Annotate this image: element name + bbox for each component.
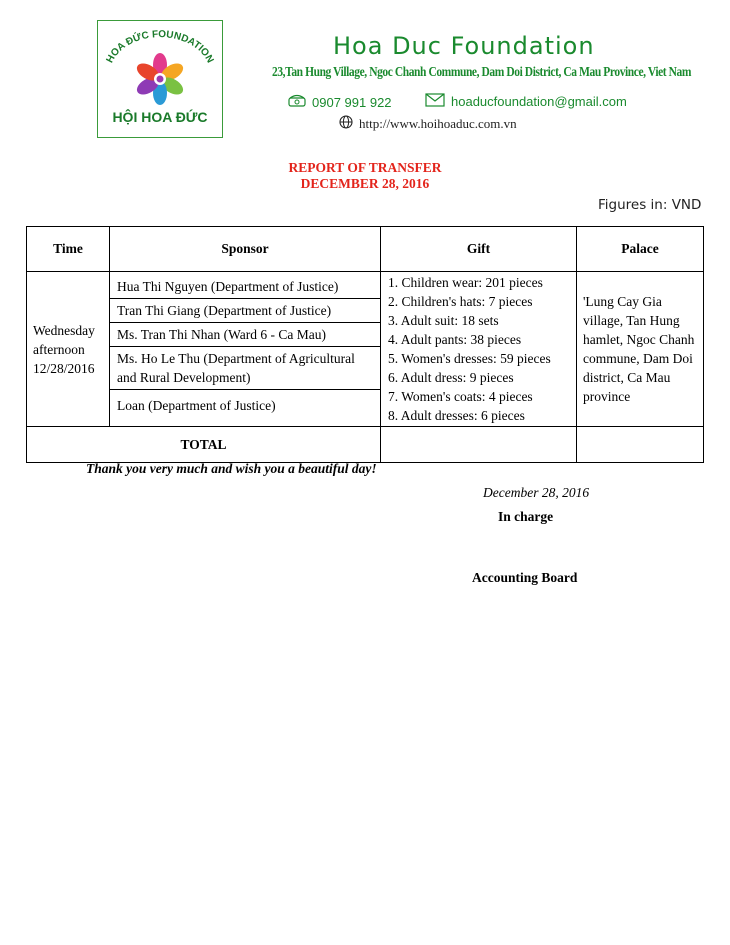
- total-gift-cell: [381, 427, 577, 463]
- report-title: REPORT OF TRANSFER: [288, 160, 442, 175]
- total-place-cell: [577, 427, 704, 463]
- gift-item: 3. Adult suit: 18 sets: [388, 313, 499, 328]
- logo-bottom-text: HỘI HOA ĐỨC: [112, 109, 208, 125]
- table-row: [27, 272, 704, 427]
- gift-item: 8. Adult dresses: 6 pieces: [388, 408, 525, 423]
- sponsor-item: Hua Thi Nguyen (Department of Justice): [110, 275, 380, 299]
- foundation-logo: [97, 20, 223, 138]
- total-label: TOTAL: [27, 427, 381, 463]
- gift-item: 5. Women's dresses: 59 pieces: [388, 351, 551, 366]
- thanks-message: Thank you very much and wish you a beautiful day!: [86, 461, 377, 476]
- phone-contact: [288, 94, 392, 110]
- accounting-board-label: Accounting Board: [472, 570, 578, 585]
- gift-item: 1. Children wear: 201 pieces: [388, 275, 543, 290]
- total-row: [27, 427, 704, 463]
- signature-date: December 28, 2016: [483, 485, 590, 500]
- sponsor-item: Tran Thi Giang (Department of Justice): [110, 299, 380, 323]
- time-date: 12/28/2016: [33, 360, 95, 376]
- header-sponsor: Sponsor: [110, 227, 381, 272]
- gift-item: 2. Children's hats: 7 pieces: [388, 294, 533, 309]
- time-cell: [27, 272, 110, 427]
- globe-icon: [339, 115, 353, 133]
- header-gift: Gift: [381, 227, 577, 272]
- website-url[interactable]: http://www.hoihoaduc.com.vn: [359, 116, 517, 131]
- lotus-flower-icon: [128, 49, 192, 109]
- sponsor-item: Ms. Tran Thi Nhan (Ward 6 - Ca Mau): [110, 323, 380, 347]
- gift-cell: [381, 272, 577, 427]
- report-date: DECEMBER 28, 2016: [300, 176, 430, 191]
- time-period: afternoon: [33, 341, 85, 357]
- phone-icon: [288, 94, 306, 110]
- header-place: Palace: [577, 227, 704, 272]
- gift-item: 7. Women's coats: 4 pieces: [388, 389, 533, 404]
- report-title-block: [0, 160, 730, 192]
- sponsor-cell: [110, 272, 381, 427]
- gift-item: 6. Adult dress: 9 pieces: [388, 370, 514, 385]
- svg-text:HOA ĐỨC FOUNDATION: HOA ĐỨC FOUNDATION: [104, 28, 216, 65]
- currency-note: Figures in: VND: [598, 197, 702, 213]
- header-time: Time: [27, 227, 110, 272]
- email-contact: [425, 93, 627, 110]
- organization-name: Hoa Duc Foundation: [333, 32, 595, 60]
- gift-item: 4. Adult pants: 38 pieces: [388, 332, 522, 347]
- place-cell: 'Lung Cay Gia village, Tan Hung hamlet, Ngoc Chanh commune, Dam Doi district, Ca Mau province: [577, 272, 704, 427]
- website-contact: [339, 115, 517, 133]
- time-day: Wednesday: [33, 322, 95, 338]
- organization-address: 23,Tan Hung Village, Ngoc Chanh Commune, Dam Doi District, Ca Mau Province, Viet Nam: [272, 65, 692, 80]
- phone-number: 0907 991 922: [312, 94, 392, 110]
- sponsor-item: Loan (Department of Justice): [117, 398, 276, 413]
- email-address[interactable]: hoaducfoundation@gmail.com: [451, 94, 627, 109]
- envelope-icon: [425, 93, 445, 110]
- sponsor-item: Ms. Ho Le Thu (Department of Agricultural and Rural Development): [110, 347, 380, 390]
- transfer-table: [26, 226, 704, 463]
- in-charge-label: In charge: [498, 509, 554, 524]
